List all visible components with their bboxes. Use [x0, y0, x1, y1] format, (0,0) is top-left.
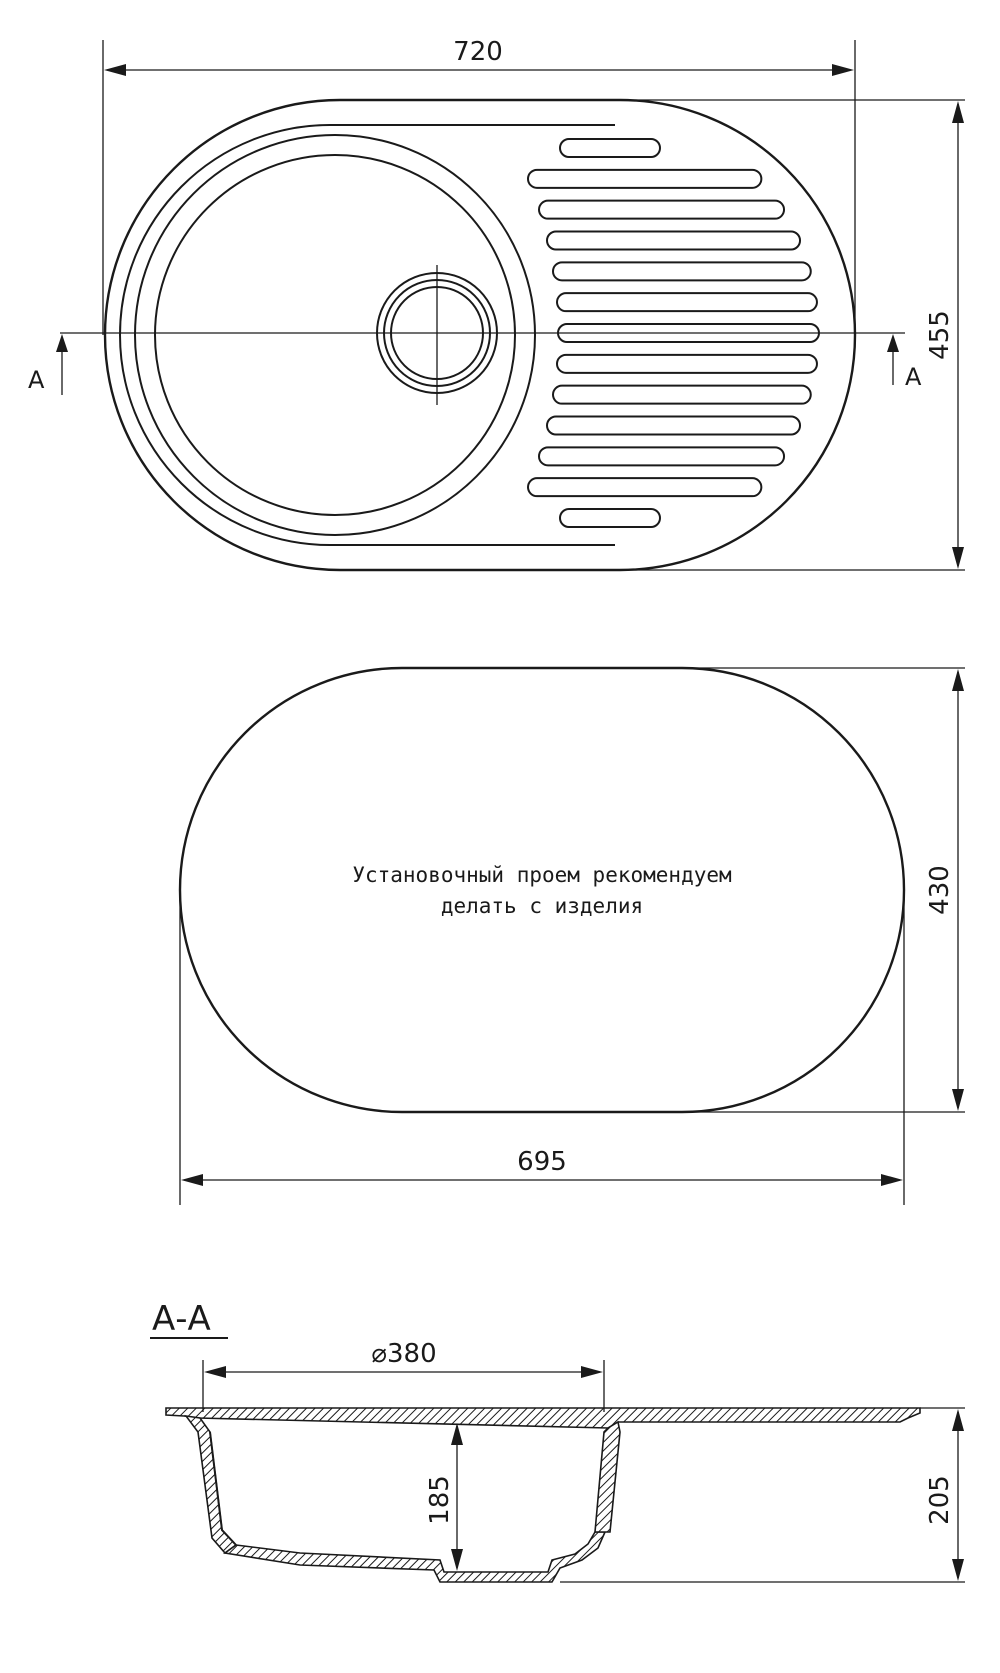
section-marker-right-label: A	[905, 363, 922, 391]
section-marker-right	[887, 334, 922, 391]
drainer-slot	[539, 201, 784, 219]
drainer-slot	[553, 386, 811, 404]
cutout-note-line1: Установочный проем рекомендуем	[352, 863, 732, 887]
drainer-slot	[560, 139, 660, 157]
section-title: А-А	[152, 1299, 211, 1339]
dimension-height-430	[682, 668, 965, 1112]
cutout-height-label: 430	[925, 865, 955, 915]
drainer-slot	[528, 478, 761, 496]
dimension-diameter-380	[203, 1339, 604, 1412]
drainer-slot	[560, 509, 660, 527]
bowl-outer-edge	[135, 135, 535, 535]
cutout-outline	[180, 668, 904, 1112]
sink-profile-bowl-bottom	[225, 1532, 605, 1582]
drainer-slot	[557, 355, 817, 373]
cutout-view	[180, 668, 965, 1205]
drainer-slot	[528, 170, 761, 188]
sink-top-view	[28, 37, 965, 570]
total-height-label: 205	[925, 1475, 955, 1525]
section-view	[150, 1299, 965, 1582]
drainer-slot	[547, 232, 800, 250]
cutout-note-line2: делать с изделия	[440, 894, 644, 918]
section-marker-left-label: A	[28, 366, 45, 394]
drainer-slot	[553, 262, 811, 280]
bowl-depth-label: 185	[425, 1475, 455, 1525]
height-label: 455	[925, 310, 955, 360]
section-marker-left	[28, 334, 68, 395]
bowl-diameter-label: ⌀380	[371, 1339, 437, 1369]
bowl-inner-edge	[155, 155, 515, 515]
drainer-slot	[547, 417, 800, 435]
drainer-slot	[557, 293, 817, 311]
dimension-depth-185	[425, 1423, 463, 1571]
width-label: 720	[453, 37, 503, 67]
dimension-height-205	[560, 1408, 965, 1582]
dimension-width-695	[180, 890, 904, 1205]
cutout-width-label: 695	[517, 1147, 567, 1177]
sink-profile-rim	[166, 1408, 920, 1428]
drainer-slot	[539, 447, 784, 465]
sink-profile-bowl-right	[595, 1422, 620, 1532]
